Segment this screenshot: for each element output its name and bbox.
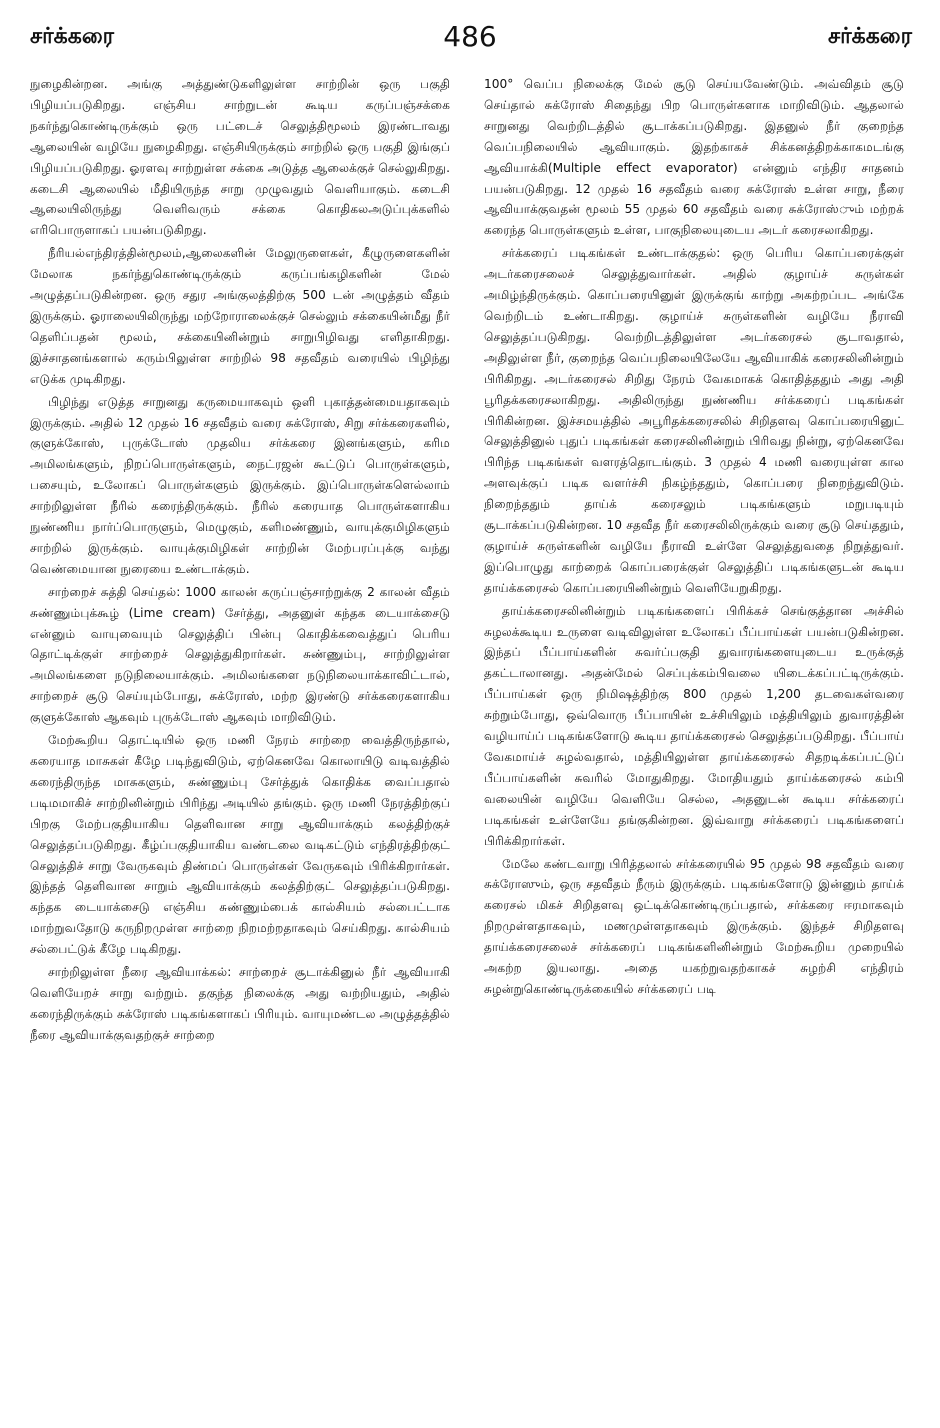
paragraph: பிழிந்து எடுத்த சாறுனது கருமையாகவும் ஒளி புகாத்தன்மையதாகவும் இருக்கும். அதில் 12 முதல் 16 சதவீதம் வரை சுக்ரோஸ், சிறு சர்க்கரைகளில், குளுக்கோஸ், புருக்டோஸ் முதலிய சர்க்கரை இனங்களும், கரிம அமிலங்களும், நிறப்பொருள்களும், நைட்ரஜன் கூட்டுப் பொருள்களும், பசையும், உலோகப் பொருள்களும் இருக்கும். இப்பொருள்களெல்லாம் சாற்றிலுள்ள நீரில் கரைந்திருக்கும். நீரில் கரையாத பொருள்களாகிய நுண்ணிய நார்ப்பொருளும், மெழுகும், களிமண்ணும், வாயுக்குமிழிகளும் சாற்றில் இருக்கும். வாயுக்குமிழிகள் சாற்றின் மேற்பரப்புக்கு வந்து வெண்மையான நுரையை உண்டாக்கும். [30, 394, 450, 576]
page-header [0, 0, 940, 62]
running-title-left: சர்க்கரை [30, 24, 115, 49]
right-column [484, 74, 904, 1002]
paragraph: சர்க்கரைப் படிகங்கள் உண்டாக்குதல்: ஒரு பெரிய கொப்பரைக்குள் அடர்கரைசலைச் செலுத்துவார்கள். அதில் குழாய்ச் சுருள்கள் அமிழ்ந்திருக்கும். கொப்பரையினுள் இருக்குங் காற்று அகற்றப்பட அங்கே வெற்றிடம் உண்டாகிறது. குழாய்ச் சுருள்களின் வழியே நீராவி செலுத்தப்படுகிறது. வெற்றிடத்திலுள்ள அடர்கரைசல் சூடாவதால், அதிலுள்ள நீர், குறைந்த வெப்பநிலையிலேயே ஆவியாகிக் கரைசலினின்றும் பிரிகிறது. அடர்கரைசல் சிறிது நேரம் வேகமாகக் கொதித்ததும் அது அதி பூரிதக்கரைசலாகிறது. அதிலிருந்து நுண்ணிய சர்க்கரைப் படிகங்கள் பிரிகின்றன. இச்சமயத்தில் அபூரிதக்கரைசலில் சிறிதளவு கொப்பரையினுட் செலுத்தினுல் புதுப் படிகங்கள் கரைசலினின்றும் பிரிவது நின்று, ஏற்கெனவே பிரிந்த படிகங்கள் வளரத்தொடங்கும். 3 முதல் 4 மணி வரையுள்ள கால அளவுக்குப் படிக வளர்ச்சி நிகழ்ந்ததும், கொப்பரை நிறைந்துவிடும். நிறைந்ததும் தாய்க் கரைசலும் படிகங்களும் மறுபடியும் சூடாக்கப்படுகின்றன. 10 சதவீத நீர் கரைசலிலிருக்கும் வரை சூடு செய்ததும், குழாய்ச் சுருள்களின் வழியே நீராவி உள்ளே செலுத்துவதை நிறுத்துவர். இப்பொழுது காற்றைக் கொப்பரைக்குள் செலுத்திப் படிகங்களுடன் கூடிய தாய்க்கரைசல் கொப்பரையினின்றும் வெளியேறுகிறது. [484, 246, 904, 595]
running-title-right: சர்க்கரை [827, 24, 912, 49]
paragraph: மேற்கூறிய தொட்டியில் ஒரு மணி நேரம் சாற்றை வைத்திருந்தால், கரையாத மாசுகள் கீழே படிந்துவிடும், ஏற்கெனவே கொலாயிடு வடிவத்தில் கரைந்திருந்த மாசுகளும், சுண்ணும்பு சேர்த்துக் கொதிக்க வைப்பதால் படிமமாகிச் சாற்றினின்றும் பிரிந்து அடியில் தங்கும். ஒரு மணி நேரத்திற்குப் பிறகு மேற்பகுதியாகிய தெளிவான சாறு ஆவியாக்கும் கலத்திற்குச் செலுத்தப்படுகிறது. கீழ்ப்பகுதியாகிய வண்டலை வடிகட்டும் எந்திரத்திற்குட் செலுத்திச் சாறு வேருகவும் திண்மப் பொருள்கள் வேருகவும் பிரிக்கிறார்கள். இந்தத் தெளிவான சாறும் ஆவியாக்கும் கலத்திற்குட் செலுத்தப்படுகிறது. கந்தக டையாக்சைடு எஞ்சிய சுண்ணும்பைக் கால்சியம் சல்பைட்டாக மாற்றுவதோடு கருநிறமுள்ள சாற்றை நிறமற்றதாகவும் செய்கிறது. கால்சியம் சல்பைட்டுக் கீழே படிகிறது. [30, 733, 450, 957]
paragraph: 100° வெப்ப நிலைக்கு மேல் சூடு செய்யவேண்டும். அவ்விதம் சூடு செய்தால் சுக்ரோஸ் சிதைந்து பிற பொருள்களாக மாறிவிடும். ஆதலால் சாறுனது வெற்றிடத்தில் சூடாக்கப்படுகிறது. இதனுல் நீர் குறைந்த வெப்பநிலையில் ஆவியாகும். இதற்காகச் சிக்கனத்திறக்காகமடங்கு ஆவியாக்கி(Multiple effect evaporator) என்னும் எந்திர சாதனம் பயன்படுகிறது. 12 முதல் 16 சதவீதம் வரை சுக்ரோஸ் உள்ள சாறு, நீரை ஆவியாக்குவதன் மூலம் 55 முதல் 60 சதவீதம் வரை சுக்ரோஸ்ும் மற்றக் கரைந்த பொருள்களும் உள்ள, பாகுநிலையுடைய அடர் கரைசலாகிறது. [484, 77, 904, 238]
paragraph: மேலே கண்டவாறு பிரித்தலால் சர்க்கரையில் 95 முதல் 98 சதவீதம் வரை சுக்ரோஸும், ஒரு சதவீதம் நீரும் இருக்கும். படிகங்களோடு இன்னும் தாய்க் கரைசல் மிகச் சிறிதளவு ஒட்டிக்கொண்டிருப்பதால், சர்க்கரை ஈரமாகவும் நிறமுள்ளதாகவும், மணமுள்ளதாகவும் இருக்கும். இந்தச் சிறிதளவு தாய்க்கரைசலைச் சர்க்கரைப் படிகங்களினின்றும் மேற்கூறிய முறையில் அகற்ற இயலாது. அதை யகற்றுவதற்காகச் சுழற்சி எந்திரம் சுழன்றுகொண்டிருக்கையில் சர்க்கரைப் படி [484, 856, 904, 996]
paragraph: சாற்றிலுள்ள நீரை ஆவியாக்கல்: சாற்றைச் சூடாக்கினுல் நீர் ஆவியாகி வெளியேறச் சாறு வற்றும். தகுந்த நிலைக்கு அது வற்றியதும், அதில் கரைந்திருக்கும் சுக்ரோஸ் படிகங்களாகப் பிரியும். வாயுமண்டல அழுத்தத்தில் நீரை ஆவியாக்குவதற்குச் சாற்றை [30, 965, 450, 1042]
paragraph: நுழைகின்றன. அங்கு அத்துண்டுகளிலுள்ள சாற்றின் ஒரு பகுதி பிழியப்படுகிறது. எஞ்சிய சாற்றுடன் கூடிய கருப்பஞ்சக்கை நகர்ந்துகொண்டிருக்கும் ஒரு பட்டைச் செலுத்திமூலம் இரண்டாவது ஆலையின் வழியே நுழைகிறது. எஞ்சியிருக்கும் சாற்றில் ஒரு பகுதி இங்குப் பிழியப்படுகிறது. ஓரளவு சாற்றுள்ள சக்கை அடுத்த ஆலைக்குச் செல்லுகிறது. கடைசி ஆலையில் மீதியிருந்த சாறு முழுவதும் வெளியாகும். கடைசி ஆலையிலிருந்து வெளிவரும் சக்கை கொதிகலஅடுப்புக்களில் எரிபொருளாகப் பயன்படுகிறது. [30, 77, 450, 238]
left-column [30, 74, 450, 1048]
page-number: 486 [443, 20, 497, 53]
paragraph: சாற்றைச் சுத்தி செய்தல்: 1000 காலன் கருப்பஞ்சாற்றுக்கு 2 காலன் வீதம் சுண்ணும்புக்கூழ் (Lime cream) சேர்த்து, அதனுள் கந்தக டையாக்சைடு என்னும் வாயுவையும் செலுத்திப் பின்பு கொதிக்கவைத்துப் பெரிய தொட்டிக்குள் சாற்றைச் செலுத்துகிறார்கள். சுண்ணும்பு, சாற்றிலுள்ள அமிலங்களை நடுநிலையாக்கும். அமிலங்களை நடுநிலையாக்காவிட்டால், சாற்றைச் சூடு செய்யும்போது, சுக்ரோஸ், மற்ற இரண்டு சர்க்கரைகளாகிய குளுக்கோஸ் ஆகவும் புருக்டோஸ் ஆகவும் மாறிவிடும். [30, 584, 450, 725]
paragraph: நீரியல்எந்திரத்தின்மூலம்,ஆலைகளின் மேலுருளைகள், கீழுருளைகளின் மேலாக நகர்ந்துகொண்டிருக்கும் கருப்பங்கழிகளின் மேல் அழுத்தப்படுகின்றன. ஒரு சதுர அங்குலத்திற்கு 500 டன் அழுத்தம் வீதம் இருக்கும். ஓராலையிலிருந்து மற்றோராலைக்குச் செல்லும் சக்கையின்மீது நீர் தெளிப்பதன் மூலம், சக்கையினின்றும் சாறுபிழிவது எளிதாகிறது. இச்சாதனங்களால் கரும்பிலுள்ள சாற்றில் 98 சதவீதம் வரையில் பிழிந்து எடுக்க முடிகிறது. [30, 246, 450, 386]
paragraph: தாய்க்கரைசலினின்றும் படிகங்களைப் பிரிக்கச் செங்குத்தான அச்சில் சுழலக்கூடிய உருளை வடிவிலுள்ள உலோகப் பீப்பாய்கள் பயன்படுகின்றன. இந்தப் பீப்பாய்களின் சுவர்ப்பகுதி துவாரங்களையுடைய உருக்குத் தகட்டாலானது. அதன்மேல் செப்புக்கம்பிவலை யிடைக்கப்பட்டிருக்கும். பீப்பாய்கள் ஒரு நிமிஷத்திற்கு 800 முதல் 1,200 தடவைகள்வரை சுற்றும்போது, ஒவ்வொரு பீப்பாயின் உச்சியிலும் மத்தியிலும் துவாரத்தின் வழியாய்ப் படிகங்களோடு கூடிய தாய்க்கரைசல் செலுத்தப்படுகிறது. பீப்பாய் வேகமாய்ச் சுழல்வதால், மத்தியிலுள்ள தாய்க்கரைசல் சிதறடிக்கப்பட்டுப் பீப்பாய்களின் சுவரில் மோதுகிறது. மோதியதும் தாய்க்கரைசல் கம்பி வலையின் வழியே வெளியே செல்ல, அதனுடன் கூடிய சர்க்கரைப் படிகங்கள் உள்ளேயே தங்குகின்றன. இவ்வாறு சர்க்கரைப் படிகங்களைப் பிரிக்கிறார்கள். [484, 603, 904, 848]
